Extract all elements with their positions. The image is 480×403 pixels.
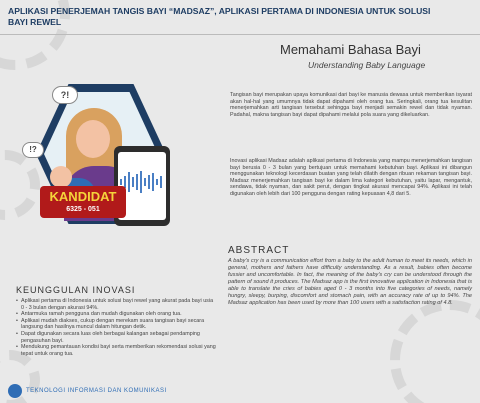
mother-face (76, 120, 110, 158)
category-logo-icon (8, 384, 22, 398)
footer-category: TEKNOLOGI INFORMASI DAN KOMUNIKASI (26, 388, 167, 394)
abstract-heading: ABSTRACT (228, 245, 290, 256)
innovation-paragraph: Inovasi aplikasi Madsaz adalah aplikasi pertama di Indonesia yang mampu menerjemahkan tangisan bayi berusia 0 - 3 bulan yang bertujuan untuk memahami kebutuhan bayi. Aplikasi ini dibangun menggunakan teknologi kecerdasan buatan yang telah dilatih dengan ribuan rekaman tangisan bayi. Madsaz menerjemahkan tangisan bayi ke dalam lima kategori kebutuhan, yaitu lapar, mengantuk, sendawa, tidak nyaman, dan sakit perut, dengan tingkat akurasi mencapai 94%. Aplikasi ini telah digunakan oleh lebih dari 100 pengguna dengan rating kepuasan 4,8 dari 5. (230, 158, 472, 197)
kandidat-label: KANDIDAT (49, 189, 117, 204)
abstract-text: A baby's cry is a communication effort from a baby to the adult human to meet its needs, which in general, mothers and fathers have difficulty understanding. As a result, babies often become fussier and uncomfortable. In fact, the meaning of the baby's cry can be understood through the pattern of sound it produces. The Madsaz app is the first innovative application in Indonesia that is able to translate the cries of babies aged 0 - 3 months into five categories of needs, namely hungry, sleepy, burping, discomfort and stomach pain, with an accuracy rate of up to 94%. The Madsaz application has been used by more than 100 users with a satisfaction rating of 4.8. (228, 258, 472, 306)
section-title: Memahami Bahasa Bayi (280, 42, 421, 57)
kandidat-badge (40, 186, 126, 218)
gear-decoration-bottom-right (390, 300, 480, 403)
list-item: • Aplikasi pertama di Indonesia untuk solusi bayi rewel yang akurat pada bayi usia 0 - 3 bulan dengan akurasi 94%. (16, 298, 216, 311)
section-subtitle: Understanding Baby Language (308, 60, 426, 70)
illustration (14, 48, 169, 198)
sound-wave-icon (120, 170, 164, 194)
title-divider (0, 34, 480, 35)
advantages-heading: KEUNGGULAN INOVASI (16, 285, 136, 295)
list-item: • Dapat digunakan secara luas oleh berbagai kalangan sebagai pendamping pengasuhan bayi. (16, 331, 216, 344)
list-item: • Aplikasi mudah diakses, cukup dengan merekam suara tangisan bayi secara langsung dan hasilnya muncul dalam hitungan detik. (16, 318, 216, 331)
page-title: APLIKASI PENERJEMAH TANGIS BAYI “MADSAZ”, APLIKASI PERTAMA DI INDONESIA UNTUK SOLUSI BAYI REWEL (8, 6, 431, 27)
list-item: • Mendukung pemantauan kondisi bayi serta memberikan rekomendasi solusi yang tepat untuk orang tua. (16, 344, 216, 357)
intro-paragraph: Tangisan bayi merupakan upaya komunikasi dari bayi ke manusia dewasa untuk memberikan isyarat akan hal-hal yang umumnya tidak dapat dipahami oleh orang tua. Seringkali, orang tua kesulitan menerjemahkan arti tangisan tersebut sehingga bayi menjadi semakin rewel dan tidak nyaman. Padahal, makna tangisan bayi dapat dipahami melalui pola suara yang dikeluarkan. (230, 92, 472, 118)
kandidat-number: 6325 - 051 (66, 206, 100, 213)
advantages-list (16, 298, 216, 357)
list-item: • Antarmuka ramah pengguna dan mudah digunakan oleh orang tua. (16, 311, 216, 318)
question-bubble: ?! (52, 86, 78, 104)
baby-face (50, 166, 72, 188)
alert-bubble: !? (22, 142, 44, 158)
